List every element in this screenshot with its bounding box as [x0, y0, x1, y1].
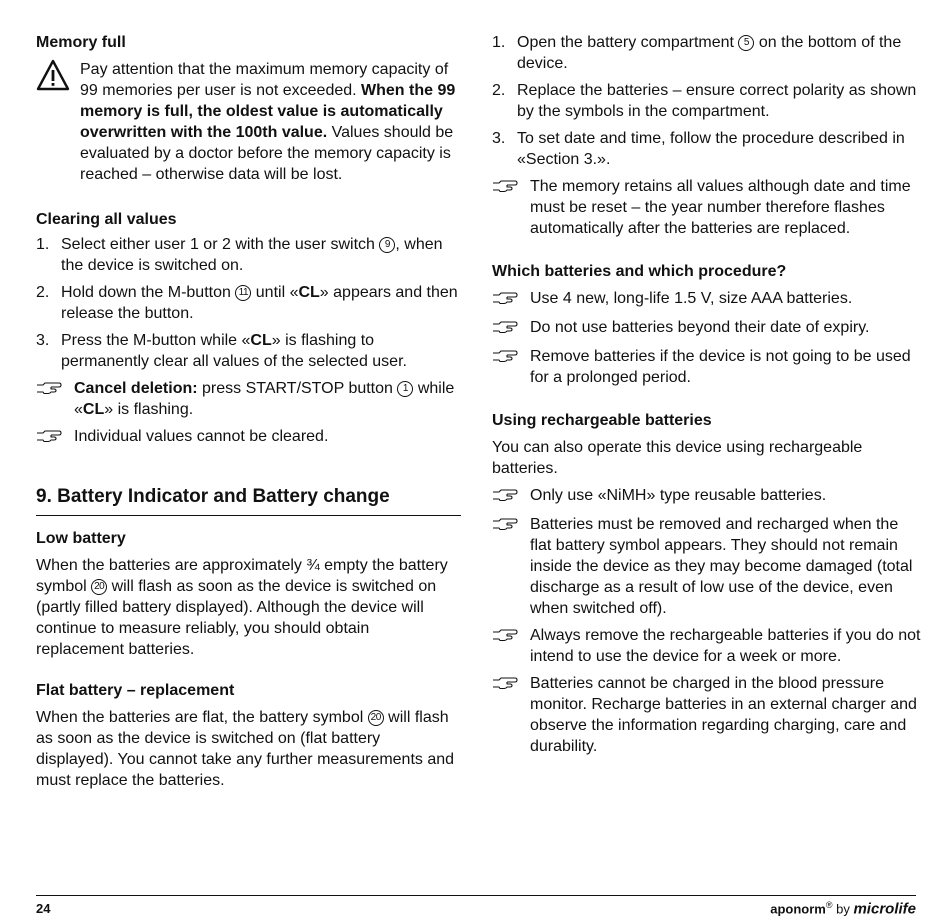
- hint-text: Use 4 new, long-life 1.5 V, size AAA batteries.: [530, 290, 853, 307]
- brand-by: by: [832, 901, 854, 917]
- maker-name: microlife: [853, 900, 916, 918]
- clearing-step-3: [36, 330, 461, 372]
- para-text: When the batteries are flat, the battery symbol: [36, 709, 368, 726]
- hint-text: Batteries must be removed and recharged when the flat battery symbol appears. They should not remain inside the device as they may become damaged (total discharge as a result of low use of the device, even when switched off).: [530, 516, 913, 617]
- step-text: Replace the batteries – ensure correct polarity as shown by the symbols in the compartment.: [517, 82, 917, 120]
- clearing-steps: [36, 234, 461, 372]
- step-number: 1.: [492, 34, 506, 51]
- cl-code: CL: [298, 284, 320, 301]
- right-column: [492, 32, 922, 763]
- hint-use-aaa: [492, 288, 922, 311]
- para-text: will flash as soon as the device is switched on (flat battery displayed). You cannot take any further measurements and must replace the batteries.: [36, 709, 455, 789]
- circled-number-icon: 20: [368, 710, 384, 726]
- memory-full-warning: [36, 59, 461, 185]
- hint-text: while «: [74, 380, 455, 418]
- step-text: until «: [251, 284, 299, 301]
- hint-text: Individual values cannot be cleared.: [74, 428, 329, 445]
- hint-text: Batteries cannot be charged in the blood pressure monitor. Recharge batteries in an external charger and observe the information regarding charging, care and durability.: [530, 675, 917, 755]
- left-column: [36, 32, 461, 791]
- para-text: will flash as soon as the device is switched on (partly filled battery displayed). Although the device will continue to measure reliably, you should obtain replacement batteries.: [36, 578, 437, 658]
- clearing-step-1: [36, 234, 461, 276]
- circled-number-icon: 9: [379, 237, 395, 253]
- memory-full-text-bold: When the 99 memory is full, the oldest value is automatically overwritten with the 100th value.: [80, 82, 456, 141]
- registered-mark: ®: [825, 900, 833, 910]
- replace-steps: [492, 32, 922, 170]
- step-text: » appears and then release the button.: [61, 284, 458, 322]
- hint-text: The memory retains all values although date and time must be reset – the year number therefore flashes automatically after the batteries are replaced.: [530, 178, 911, 237]
- pointing-hand-icon: [36, 426, 74, 449]
- step-number: 1.: [36, 236, 50, 253]
- hint-bold: Cancel deletion:: [74, 380, 198, 397]
- step-number: 3.: [492, 130, 506, 147]
- hint-text: Always remove the rechargeable batteries if you do not intend to use the device for a week or more.: [530, 627, 921, 665]
- pointing-hand-icon: [492, 346, 530, 388]
- memory-full-text-a: Pay attention that the maximum memory capacity of 99 memories per user is not exceeded.: [80, 61, 449, 99]
- cl-code: CL: [82, 401, 105, 418]
- hint-remove-unused: [492, 346, 922, 388]
- hint-text: Remove batteries if the device is not going to be used for a prolonged period.: [530, 348, 911, 386]
- hint-text: » is flashing.: [104, 401, 194, 418]
- replace-step-2: [492, 80, 922, 122]
- step-text: , when the device is switched on.: [61, 236, 443, 274]
- low-battery-heading: Low battery: [36, 530, 126, 547]
- para-text: When the batteries are approximately ¾ empty the battery symbol: [36, 557, 448, 595]
- step-text: Open the battery compartment: [517, 34, 739, 51]
- page-number: 24: [36, 901, 51, 916]
- which-batteries-heading: Which batteries and which procedure?: [492, 263, 787, 280]
- pointing-hand-icon: [492, 176, 530, 239]
- hint-text: press START/STOP button: [197, 380, 398, 397]
- low-battery-text: [36, 555, 461, 660]
- hint-external-charger: [492, 673, 922, 757]
- hint-cancel-deletion: [36, 378, 461, 420]
- step-text: on the bottom of the device.: [517, 34, 902, 72]
- pointing-hand-icon: [492, 673, 530, 757]
- memory-full-text: [80, 59, 461, 185]
- hint-individual-values: [36, 426, 461, 449]
- pointing-hand-icon: [492, 514, 530, 619]
- step-number: 2.: [492, 82, 506, 99]
- which-batteries-hints: [492, 288, 922, 388]
- footer-rule: [36, 895, 916, 896]
- rechargeable-heading: Using rechargeable batteries: [492, 412, 712, 429]
- memory-full-text-c: Values should be evaluated by a doctor before the memory capacity is reached – otherwise data will be lost.: [80, 124, 454, 183]
- replace-step-1: [492, 32, 922, 74]
- rechargeable-intro: You can also operate this device using rechargeable batteries.: [492, 439, 863, 477]
- pointing-hand-icon: [36, 378, 74, 420]
- hint-text: Only use «NiMH» type reusable batteries.: [530, 487, 827, 504]
- circled-number-icon: 11: [235, 285, 251, 301]
- section-9-title: 9. Battery Indicator and Battery change: [36, 485, 461, 516]
- hint-expiry: [492, 317, 922, 340]
- pointing-hand-icon: [492, 317, 530, 340]
- pointing-hand-icon: [492, 485, 530, 508]
- hint-text: Do not use batteries beyond their date of expiry.: [530, 319, 870, 336]
- brand-name: aponorm: [770, 901, 826, 917]
- pointing-hand-icon: [492, 625, 530, 667]
- flat-battery-text: [36, 707, 461, 791]
- hint-remove-recharge: [492, 514, 922, 619]
- warning-triangle-icon: [36, 59, 80, 185]
- step-number: 2.: [36, 284, 50, 301]
- hint-memory-retains: [492, 176, 922, 239]
- rechargeable-hints: [492, 485, 922, 757]
- hint-nimh: [492, 485, 922, 508]
- step-text: Press the M-button while «: [61, 332, 251, 349]
- hint-week-or-more: [492, 625, 922, 667]
- step-number: 3.: [36, 332, 50, 349]
- step-text: Select either user 1 or 2 with the user switch: [61, 236, 380, 253]
- circled-number-icon: 20: [91, 579, 107, 595]
- circled-number-icon: 5: [738, 35, 754, 51]
- replace-step-3: [492, 128, 922, 170]
- step-text: » is flashing to permanently clear all values of the selected user.: [61, 332, 407, 370]
- step-text: To set date and time, follow the procedure described in «Section 3.».: [517, 130, 905, 168]
- clearing-heading: Clearing all values: [36, 211, 177, 228]
- step-text: Hold down the M-button: [61, 284, 236, 301]
- brand-logo: [770, 900, 916, 917]
- cl-code: CL: [250, 332, 272, 349]
- clearing-step-2: [36, 282, 461, 324]
- pointing-hand-icon: [492, 288, 530, 311]
- memory-full-heading: Memory full: [36, 34, 126, 51]
- circled-number-icon: 1: [397, 381, 413, 397]
- flat-battery-heading: Flat battery – replacement: [36, 682, 235, 699]
